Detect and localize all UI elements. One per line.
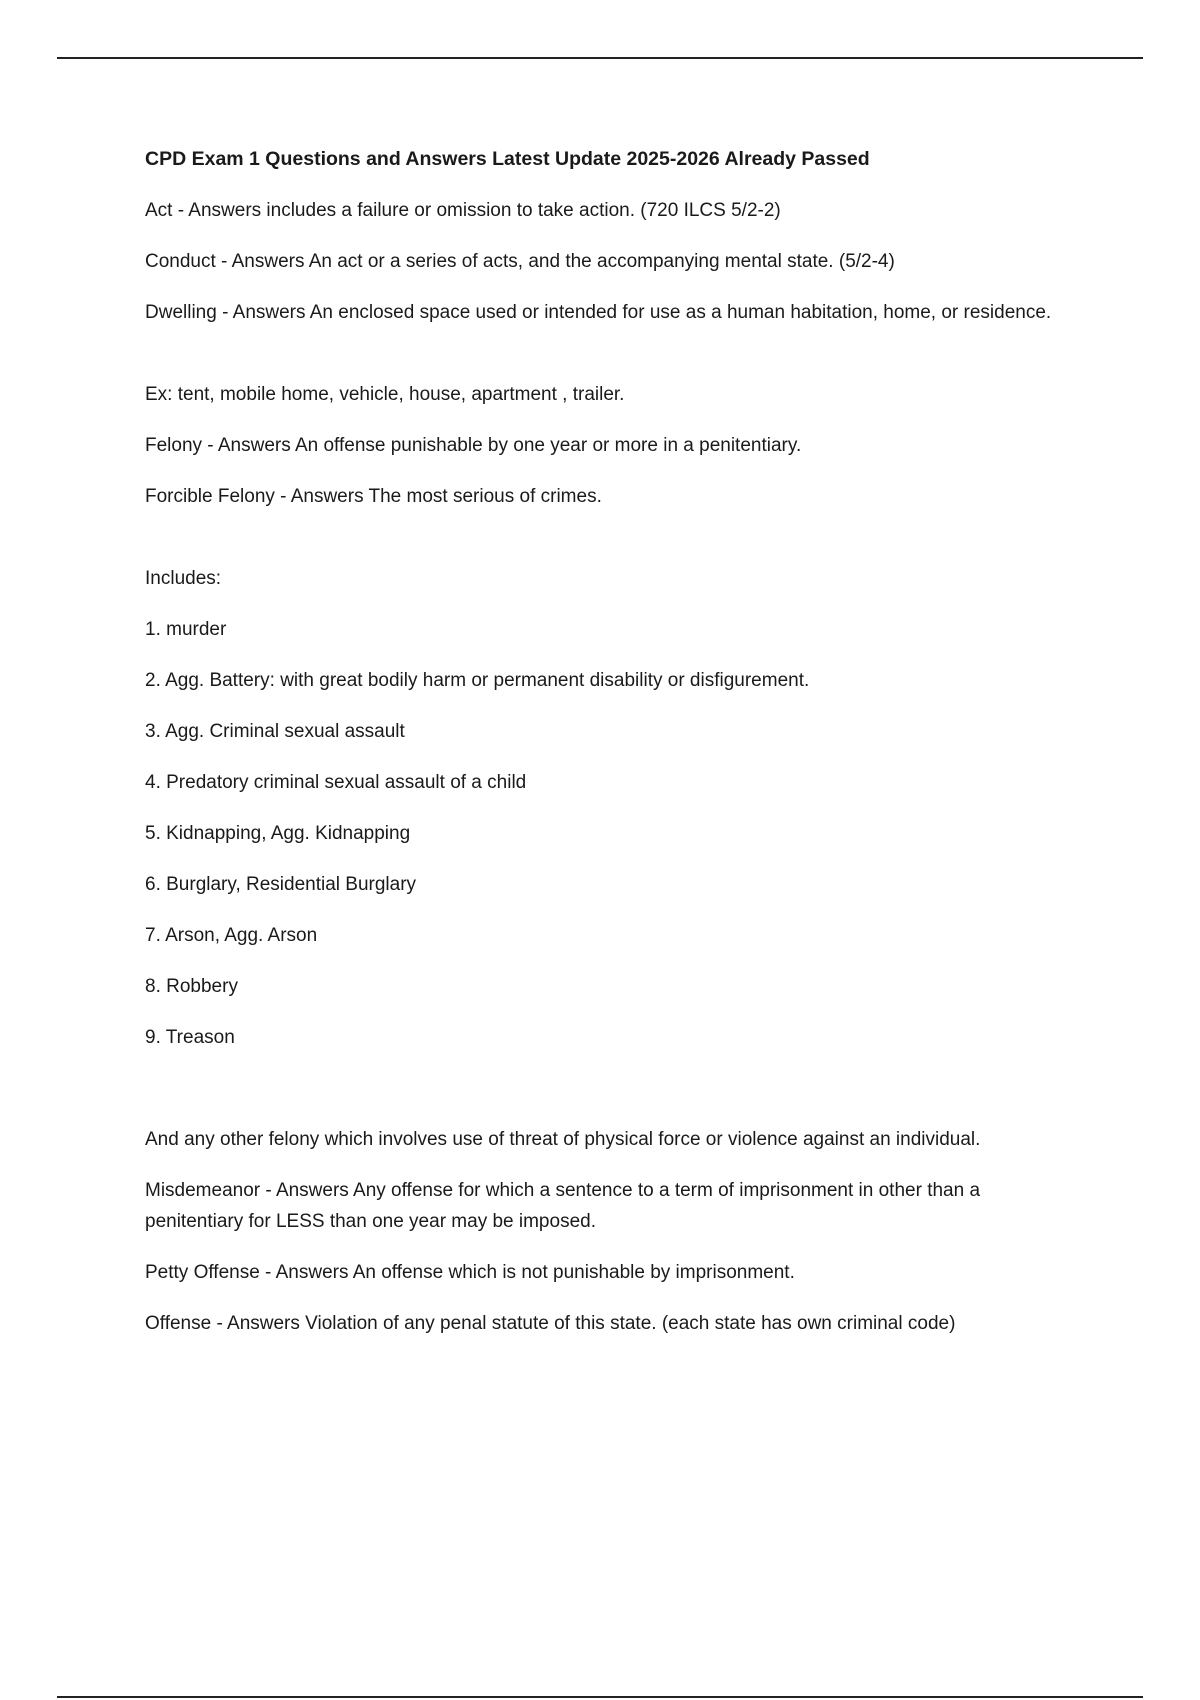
- entry-offense: Offense - Answers Violation of any penal statute of this state. (each state has own criminal code): [145, 1313, 956, 1334]
- entry-act: Act - Answers includes a failure or omission to take action. (720 ILCS 5/2-2): [145, 200, 781, 221]
- list-item: 1. murder: [145, 619, 227, 640]
- list-item: 5. Kidnapping, Agg. Kidnapping: [145, 823, 411, 844]
- entry-any-other-felony: And any other felony which involves use of threat of physical force or violence against an individual.: [145, 1129, 981, 1150]
- entry-dwelling: Dwelling - Answers An enclosed space used or intended for use as a human habitation, home, or residence.: [145, 302, 1052, 323]
- entry-misdemeanor: Misdemeanor - Answers Any offense for which a sentence to a term of imprisonment in other than a penitentiary for LESS than one year may be imposed.: [145, 1180, 981, 1232]
- list-item: 6. Burglary, Residential Burglary: [145, 874, 417, 895]
- list-item: 2. Agg. Battery: with great bodily harm or permanent disability or disfigurement.: [145, 670, 810, 691]
- footer-rule: [57, 1696, 1143, 1698]
- entry-conduct: Conduct - Answers An act or a series of acts, and the accompanying mental state. (5/2-4): [145, 251, 895, 272]
- list-item: 3. Agg. Criminal sexual assault: [145, 721, 405, 742]
- list-item: 7. Arson, Agg. Arson: [145, 925, 318, 946]
- entry-forcible-felony: Forcible Felony - Answers The most serious of crimes.: [145, 486, 602, 507]
- document-body: [145, 144, 1065, 1339]
- dwelling-example: Ex: tent, mobile home, vehicle, house, apartment , trailer.: [145, 384, 625, 405]
- paragraph-gap: [145, 328, 1065, 379]
- entry-felony: Felony - Answers An offense punishable by one year or more in a penitentiary.: [145, 435, 802, 456]
- paragraph-gap: [145, 512, 1065, 563]
- list-item: 8. Robbery: [145, 976, 238, 997]
- header-rule: [57, 57, 1143, 59]
- includes-label: Includes:: [145, 568, 222, 589]
- list-item: 4. Predatory criminal sexual assault of a child: [145, 772, 527, 793]
- document-title: CPD Exam 1 Questions and Answers Latest Update 2025-2026 Already Passed: [145, 148, 870, 170]
- list-item: 9. Treason: [145, 1027, 235, 1048]
- paragraph-gap: [145, 1073, 1065, 1124]
- entry-petty-offense: Petty Offense - Answers An offense which is not punishable by imprisonment.: [145, 1262, 795, 1283]
